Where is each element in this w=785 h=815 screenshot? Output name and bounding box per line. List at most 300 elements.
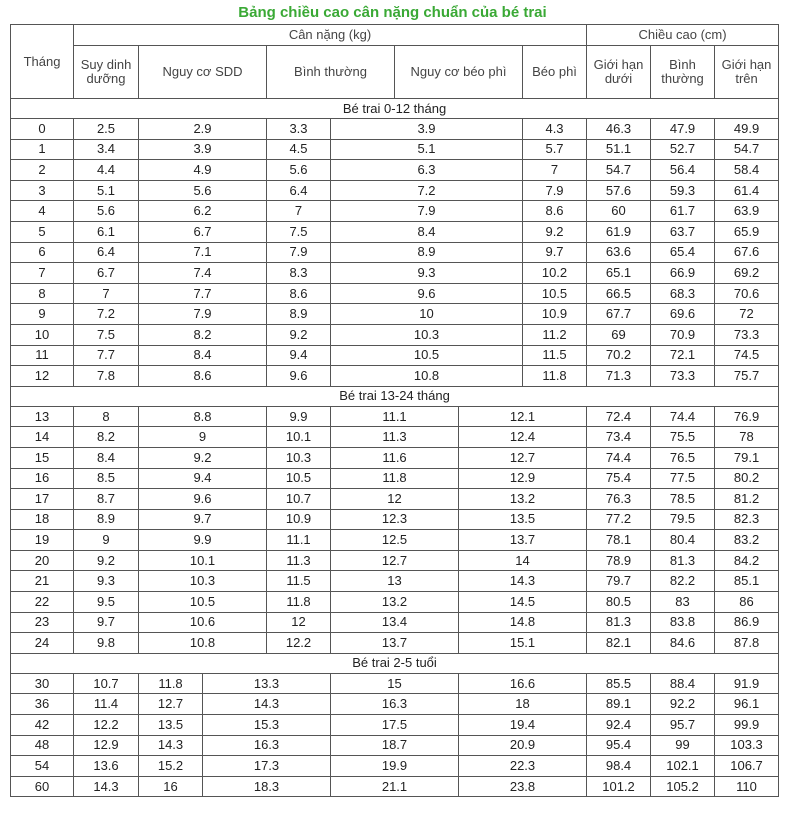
table-row [11,592,779,613]
table-row [11,406,779,427]
value-cell: 70.9 [651,324,715,345]
value-cell: 4.5 [267,139,331,160]
section-header [11,386,779,406]
month-cell: 15 [11,447,74,468]
value-cell: 59.3 [651,180,715,201]
value-cell: 77.2 [587,509,651,530]
value-cell: 7.4 [139,263,267,284]
value-cell: 7.2 [74,304,139,325]
value-cell: 9.8 [74,633,139,654]
value-cell: 5.1 [74,180,139,201]
value-cell: 14.8 [459,612,587,633]
value-cell: 98.4 [587,756,651,777]
month-cell: 9 [11,304,74,325]
value-cell: 13.5 [459,509,587,530]
month-cell: 18 [11,509,74,530]
value-cell: 51.1 [587,139,651,160]
value-cell: 54.7 [715,139,779,160]
header-height-normal: Bình thường [651,46,715,99]
value-cell: 76.3 [587,489,651,510]
value-cell: 2.5 [74,119,139,140]
value-cell: 4.4 [74,160,139,181]
value-cell: 14.3 [203,694,331,715]
table-row [11,139,779,160]
value-cell: 13 [331,571,459,592]
value-cell: 13.6 [74,756,139,777]
value-cell: 89.1 [587,694,651,715]
value-cell: 10.9 [523,304,587,325]
month-cell: 24 [11,633,74,654]
value-cell: 9.2 [139,447,267,468]
value-cell: 8.8 [139,406,267,427]
value-cell: 82.3 [715,509,779,530]
value-cell: 80.2 [715,468,779,489]
month-cell: 12 [11,366,74,387]
value-cell: 13.7 [459,530,587,551]
value-cell: 11.3 [267,550,331,571]
value-cell: 10.8 [139,633,267,654]
value-cell: 13.7 [331,633,459,654]
value-cell: 8.9 [331,242,523,263]
value-cell: 13.5 [139,715,203,736]
value-cell: 13.4 [331,612,459,633]
month-cell: 22 [11,592,74,613]
value-cell: 8.6 [267,283,331,304]
value-cell: 8.2 [74,427,139,448]
value-cell: 7 [267,201,331,222]
value-cell: 85.5 [587,673,651,694]
value-cell: 12.9 [459,468,587,489]
value-cell: 6.7 [139,221,267,242]
value-cell: 11.8 [267,592,331,613]
month-cell: 54 [11,756,74,777]
value-cell: 63.6 [587,242,651,263]
month-cell: 42 [11,715,74,736]
section-label: Bé trai 0-12 tháng [11,99,779,119]
value-cell: 11.1 [267,530,331,551]
section-header [11,99,779,119]
header-weight-risk-sdd: Nguy cơ SDD [139,46,267,99]
value-cell: 10.3 [139,571,267,592]
table-row [11,160,779,181]
month-cell: 48 [11,735,74,756]
value-cell: 71.3 [587,366,651,387]
value-cell: 67.6 [715,242,779,263]
value-cell: 8.2 [139,324,267,345]
table-row [11,530,779,551]
header-weight-group: Cân nặng (kg) [74,25,587,46]
value-cell: 16.3 [203,735,331,756]
value-cell: 7.9 [139,304,267,325]
value-cell: 12.1 [459,406,587,427]
section-label: Bé trai 13-24 tháng [11,386,779,406]
value-cell: 10.7 [267,489,331,510]
value-cell: 13.2 [331,592,459,613]
value-cell: 11.8 [139,673,203,694]
value-cell: 7.1 [139,242,267,263]
month-cell: 60 [11,776,74,797]
value-cell: 5.1 [331,139,523,160]
header-weight-malnourished: Suy dinh dưỡng [74,46,139,99]
value-cell: 12.2 [267,633,331,654]
value-cell: 23.8 [459,776,587,797]
month-cell: 16 [11,468,74,489]
value-cell: 12.9 [74,735,139,756]
table-row [11,633,779,654]
value-cell: 6.7 [74,263,139,284]
value-cell: 20.9 [459,735,587,756]
value-cell: 46.3 [587,119,651,140]
value-cell: 73.4 [587,427,651,448]
value-cell: 69.6 [651,304,715,325]
month-cell: 6 [11,242,74,263]
value-cell: 14.3 [74,776,139,797]
value-cell: 10.5 [331,345,523,366]
value-cell: 81.2 [715,489,779,510]
value-cell: 56.4 [651,160,715,181]
table-row [11,489,779,510]
value-cell: 9.7 [139,509,267,530]
value-cell: 11.5 [523,345,587,366]
table-row [11,735,779,756]
value-cell: 3.9 [331,119,523,140]
value-cell: 80.5 [587,592,651,613]
value-cell: 78.1 [587,530,651,551]
value-cell: 74.4 [587,447,651,468]
value-cell: 10.7 [74,673,139,694]
value-cell: 10.1 [139,550,267,571]
value-cell: 75.4 [587,468,651,489]
value-cell: 103.3 [715,735,779,756]
page-title: Bảng chiều cao cân nặng chuẩn của bé trai [238,4,547,21]
value-cell: 79.7 [587,571,651,592]
value-cell: 82.2 [651,571,715,592]
value-cell: 2.9 [139,119,267,140]
value-cell: 84.2 [715,550,779,571]
value-cell: 8 [74,406,139,427]
value-cell: 17.5 [331,715,459,736]
value-cell: 6.3 [331,160,523,181]
value-cell: 83.8 [651,612,715,633]
value-cell: 102.1 [651,756,715,777]
value-cell: 7.7 [139,283,267,304]
value-cell: 10.2 [523,263,587,284]
value-cell: 10.5 [523,283,587,304]
value-cell: 63.9 [715,201,779,222]
value-cell: 11.3 [331,427,459,448]
month-cell: 17 [11,489,74,510]
value-cell: 99 [651,735,715,756]
value-cell: 78.9 [587,550,651,571]
value-cell: 8.9 [74,509,139,530]
value-cell: 8.6 [523,201,587,222]
value-cell: 76.5 [651,447,715,468]
value-cell: 10.1 [267,427,331,448]
value-cell: 106.7 [715,756,779,777]
table-row [11,283,779,304]
value-cell: 13.3 [203,673,331,694]
value-cell: 12 [331,489,459,510]
value-cell: 87.8 [715,633,779,654]
value-cell: 65.4 [651,242,715,263]
value-cell: 9 [74,530,139,551]
value-cell: 19.9 [331,756,459,777]
value-cell: 14.3 [459,571,587,592]
table-row [11,366,779,387]
month-cell: 20 [11,550,74,571]
value-cell: 79.5 [651,509,715,530]
table-row [11,242,779,263]
month-cell: 3 [11,180,74,201]
value-cell: 14 [459,550,587,571]
value-cell: 70.6 [715,283,779,304]
value-cell: 74.5 [715,345,779,366]
value-cell: 15.1 [459,633,587,654]
value-cell: 91.9 [715,673,779,694]
value-cell: 8.7 [74,489,139,510]
table-row [11,263,779,284]
value-cell: 9.6 [139,489,267,510]
value-cell: 6.2 [139,201,267,222]
value-cell: 5.6 [74,201,139,222]
table-row [11,468,779,489]
value-cell: 9.7 [523,242,587,263]
header-height-lower: Giới hạn dưới [587,46,651,99]
value-cell: 11.1 [331,406,459,427]
value-cell: 86.9 [715,612,779,633]
value-cell: 83 [651,592,715,613]
value-cell: 5.6 [139,180,267,201]
value-cell: 11.8 [523,366,587,387]
value-cell: 61.7 [651,201,715,222]
month-cell: 7 [11,263,74,284]
month-cell: 2 [11,160,74,181]
value-cell: 9.6 [267,366,331,387]
value-cell: 9.3 [331,263,523,284]
value-cell: 63.7 [651,221,715,242]
header-height-group: Chiều cao (cm) [587,25,779,46]
month-cell: 0 [11,119,74,140]
month-cell: 21 [11,571,74,592]
value-cell: 16.3 [331,694,459,715]
table-row [11,221,779,242]
table-row [11,324,779,345]
value-cell: 22.3 [459,756,587,777]
value-cell: 78 [715,427,779,448]
month-cell: 23 [11,612,74,633]
value-cell: 74.4 [651,406,715,427]
value-cell: 65.9 [715,221,779,242]
month-cell: 19 [11,530,74,551]
value-cell: 7.9 [267,242,331,263]
value-cell: 57.6 [587,180,651,201]
month-cell: 1 [11,139,74,160]
value-cell: 14.3 [139,735,203,756]
value-cell: 9.9 [267,406,331,427]
value-cell: 9.2 [74,550,139,571]
value-cell: 7.9 [523,180,587,201]
value-cell: 99.9 [715,715,779,736]
value-cell: 7.5 [74,324,139,345]
value-cell: 18 [459,694,587,715]
value-cell: 10.5 [267,468,331,489]
value-cell: 8.4 [139,345,267,366]
table-row [11,201,779,222]
value-cell: 17.3 [203,756,331,777]
value-cell: 9.3 [74,571,139,592]
value-cell: 3.9 [139,139,267,160]
value-cell: 8.3 [267,263,331,284]
month-cell: 10 [11,324,74,345]
value-cell: 73.3 [715,324,779,345]
value-cell: 12 [267,612,331,633]
month-cell: 8 [11,283,74,304]
value-cell: 5.7 [523,139,587,160]
value-cell: 78.5 [651,489,715,510]
value-cell: 75.5 [651,427,715,448]
header-weight-obese: Béo phì [523,46,587,99]
table-row [11,715,779,736]
value-cell: 9.4 [139,468,267,489]
value-cell: 92.2 [651,694,715,715]
value-cell: 12.2 [74,715,139,736]
value-cell: 10.6 [139,612,267,633]
value-cell: 6.1 [74,221,139,242]
table-row [11,550,779,571]
value-cell: 7.8 [74,366,139,387]
value-cell: 10.8 [331,366,523,387]
header-weight-risk-obese: Nguy cơ béo phì [395,46,523,99]
value-cell: 15 [331,673,459,694]
value-cell: 6.4 [267,180,331,201]
value-cell: 9.2 [523,221,587,242]
value-cell: 8.6 [139,366,267,387]
value-cell: 7.7 [74,345,139,366]
value-cell: 72.1 [651,345,715,366]
value-cell: 7 [74,283,139,304]
value-cell: 65.1 [587,263,651,284]
table-row [11,694,779,715]
value-cell: 11.2 [523,324,587,345]
value-cell: 66.9 [651,263,715,284]
value-cell: 10.9 [267,509,331,530]
value-cell: 75.7 [715,366,779,387]
value-cell: 80.4 [651,530,715,551]
value-cell: 4.3 [523,119,587,140]
value-cell: 70.2 [587,345,651,366]
value-cell: 95.4 [587,735,651,756]
table-row [11,756,779,777]
value-cell: 73.3 [651,366,715,387]
month-cell: 5 [11,221,74,242]
value-cell: 10.5 [139,592,267,613]
value-cell: 16.6 [459,673,587,694]
value-cell: 12.4 [459,427,587,448]
value-cell: 9.7 [74,612,139,633]
value-cell: 11.4 [74,694,139,715]
value-cell: 47.9 [651,119,715,140]
value-cell: 3.4 [74,139,139,160]
value-cell: 101.2 [587,776,651,797]
value-cell: 7.9 [331,201,523,222]
value-cell: 13.2 [459,489,587,510]
value-cell: 81.3 [587,612,651,633]
header-height-upper: Giới hạn trên [715,46,779,99]
value-cell: 9.9 [139,530,267,551]
value-cell: 12.7 [459,447,587,468]
value-cell: 11.5 [267,571,331,592]
month-cell: 30 [11,673,74,694]
value-cell: 10.3 [331,324,523,345]
value-cell: 8.5 [74,468,139,489]
value-cell: 49.9 [715,119,779,140]
value-cell: 61.4 [715,180,779,201]
table-row [11,304,779,325]
month-cell: 11 [11,345,74,366]
table-row [11,673,779,694]
value-cell: 12.7 [139,694,203,715]
value-cell: 9 [139,427,267,448]
section-label: Bé trai 2-5 tuổi [11,653,779,673]
growth-table [10,24,779,797]
table-row [11,427,779,448]
month-cell: 13 [11,406,74,427]
value-cell: 10 [331,304,523,325]
value-cell: 72.4 [587,406,651,427]
value-cell: 12.5 [331,530,459,551]
value-cell: 12.3 [331,509,459,530]
value-cell: 16 [139,776,203,797]
table-row [11,180,779,201]
table-row [11,509,779,530]
value-cell: 7 [523,160,587,181]
table-row [11,776,779,797]
value-cell: 14.5 [459,592,587,613]
month-cell: 36 [11,694,74,715]
value-cell: 18.7 [331,735,459,756]
value-cell: 69 [587,324,651,345]
value-cell: 92.4 [587,715,651,736]
value-cell: 8.9 [267,304,331,325]
value-cell: 96.1 [715,694,779,715]
table-row [11,447,779,468]
value-cell: 19.4 [459,715,587,736]
value-cell: 9.2 [267,324,331,345]
value-cell: 84.6 [651,633,715,654]
section-header [11,653,779,673]
value-cell: 11.6 [331,447,459,468]
value-cell: 81.3 [651,550,715,571]
table-row [11,345,779,366]
value-cell: 60 [587,201,651,222]
value-cell: 61.9 [587,221,651,242]
value-cell: 110 [715,776,779,797]
value-cell: 79.1 [715,447,779,468]
value-cell: 3.3 [267,119,331,140]
table-row [11,612,779,633]
table-row [11,119,779,140]
value-cell: 10.3 [267,447,331,468]
value-cell: 8.4 [74,447,139,468]
table-row [11,571,779,592]
value-cell: 83.2 [715,530,779,551]
value-cell: 72 [715,304,779,325]
value-cell: 5.6 [267,160,331,181]
value-cell: 95.7 [651,715,715,736]
value-cell: 11.8 [331,468,459,489]
value-cell: 9.4 [267,345,331,366]
value-cell: 77.5 [651,468,715,489]
